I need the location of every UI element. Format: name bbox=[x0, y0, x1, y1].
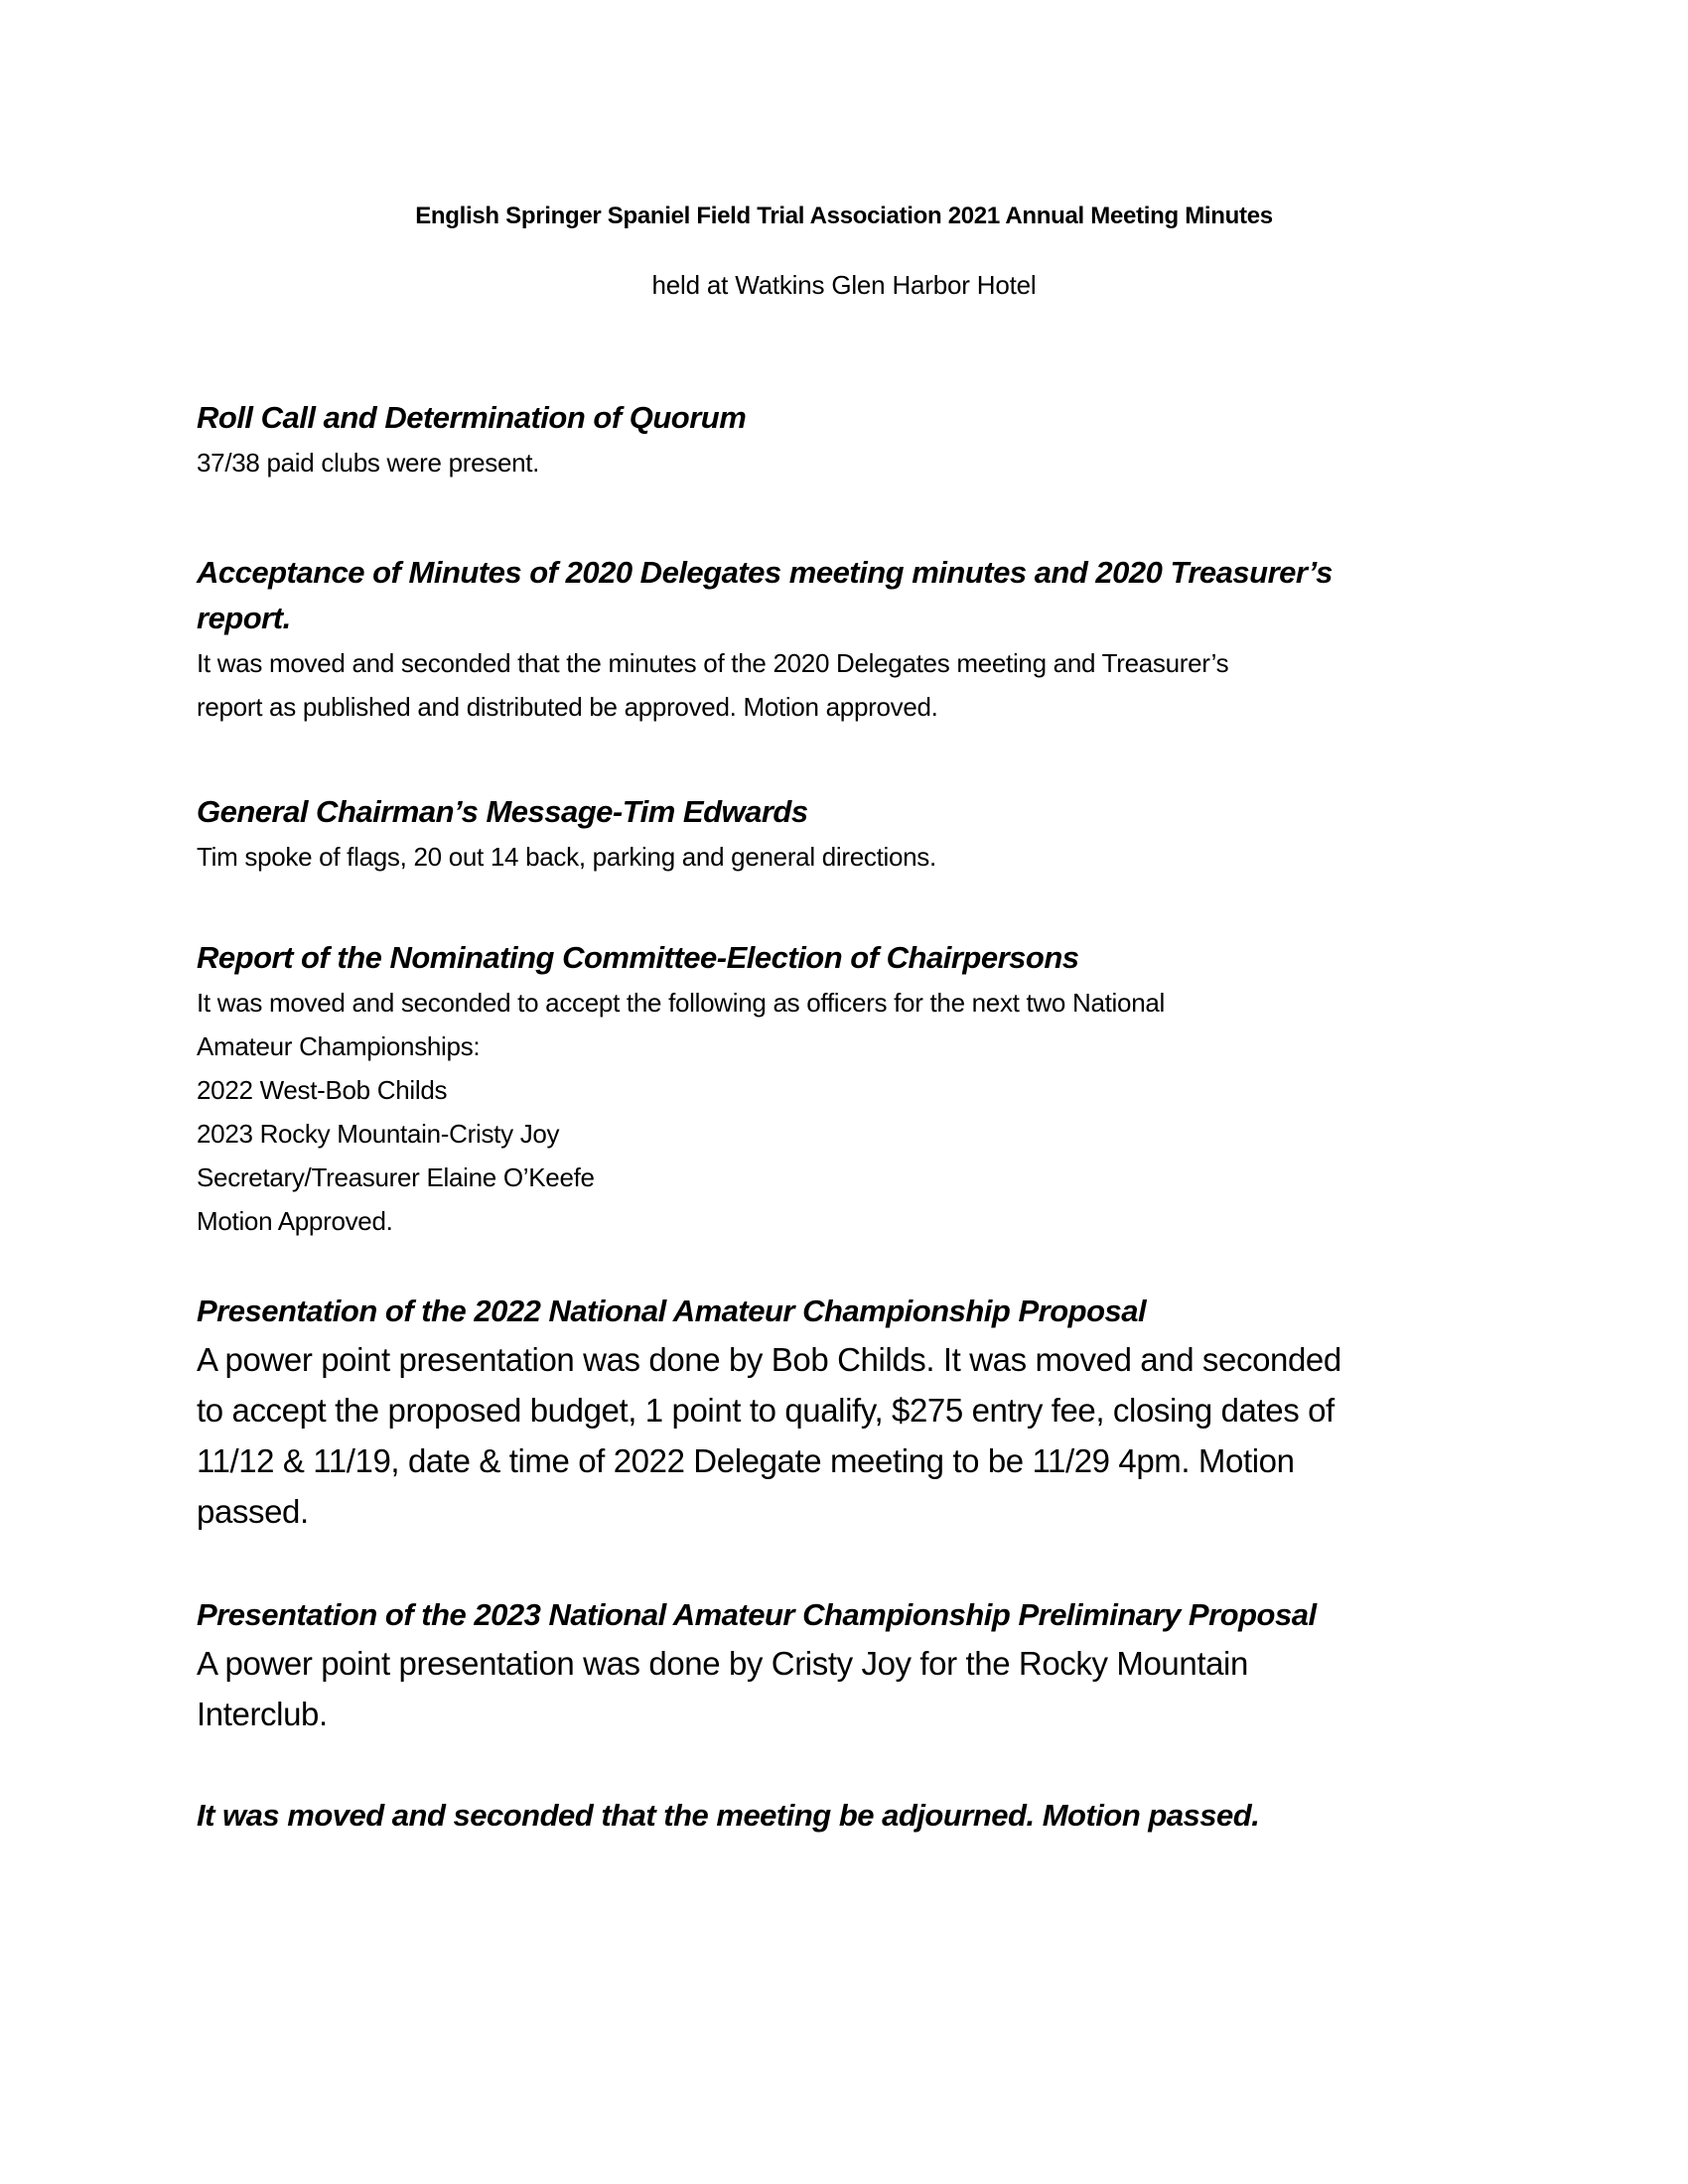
heading-line: report. bbox=[197, 601, 291, 635]
section-heading: Presentation of the 2022 National Amateur Championship Proposal bbox=[197, 1294, 1147, 1328]
body-line: Amateur Championships: bbox=[197, 1031, 481, 1061]
officer-line: 2022 West-Bob Childs bbox=[197, 1075, 448, 1105]
body-line: 11/12 & 11/19, date & time of 2022 Delegate meeting to be 11/29 4pm. Motion bbox=[197, 1442, 1295, 1479]
section-body bbox=[197, 641, 1507, 729]
section-roll-call bbox=[197, 395, 1507, 484]
section-2023-preliminary-proposal bbox=[197, 1592, 1507, 1739]
document-subtitle: held at Watkins Glen Harbor Hotel bbox=[651, 270, 1037, 300]
heading-line: Acceptance of Minutes of 2020 Delegates meeting minutes and 2020 Treasurer’s bbox=[197, 555, 1333, 590]
section-heading: General Chairman’s Message-Tim Edwards bbox=[197, 794, 808, 829]
section-body bbox=[197, 835, 1507, 879]
section-heading: Report of the Nominating Committee-Election of Chairpersons bbox=[197, 940, 1079, 975]
body-line: to accept the proposed budget, 1 point to qualify, $275 entry fee, closing dates of bbox=[197, 1392, 1335, 1429]
body-line: A power point presentation was done by Bob Childs. It was moved and seconded bbox=[197, 1341, 1341, 1378]
body-line: Motion Approved. bbox=[197, 1206, 393, 1236]
body-line: 37/38 paid clubs were present. bbox=[197, 448, 540, 478]
section-heading: Roll Call and Determination of Quorum bbox=[197, 400, 747, 435]
section-body bbox=[197, 1334, 1507, 1537]
body-line: It was moved and seconded that the minutes of the 2020 Delegates meeting and Treasurer’s bbox=[197, 648, 1229, 678]
body-line: report as published and distributed be approved. Motion approved. bbox=[197, 692, 938, 722]
officer-line: 2023 Rocky Mountain-Cristy Joy bbox=[197, 1119, 560, 1149]
section-body bbox=[197, 441, 1507, 484]
body-line: passed. bbox=[197, 1493, 309, 1530]
body-line: Tim spoke of flags, 20 out 14 back, parking and general directions. bbox=[197, 842, 936, 872]
section-heading: Presentation of the 2023 National Amateur Championship Preliminary Proposal bbox=[197, 1597, 1317, 1632]
body-line: It was moved and seconded to accept the following as officers for the next two National bbox=[197, 988, 1165, 1018]
section-nominating-committee bbox=[197, 935, 1507, 1243]
section-2022-proposal bbox=[197, 1289, 1507, 1537]
section-adjournment bbox=[197, 1793, 1507, 1839]
document-title: English Springer Spaniel Field Trial Association 2021 Annual Meeting Minutes bbox=[415, 203, 1273, 229]
section-acceptance-of-minutes bbox=[197, 550, 1507, 729]
section-body bbox=[197, 981, 1507, 1243]
section-chairmans-message bbox=[197, 789, 1507, 879]
section-body bbox=[197, 1638, 1507, 1739]
body-line: A power point presentation was done by Cristy Joy for the Rocky Mountain bbox=[197, 1645, 1248, 1682]
adjournment-statement: It was moved and seconded that the meeting be adjourned. Motion passed. bbox=[197, 1798, 1260, 1833]
section-heading bbox=[197, 550, 1507, 641]
body-line: Interclub. bbox=[197, 1696, 328, 1732]
officer-line: Secretary/Treasurer Elaine O’Keefe bbox=[197, 1162, 595, 1192]
